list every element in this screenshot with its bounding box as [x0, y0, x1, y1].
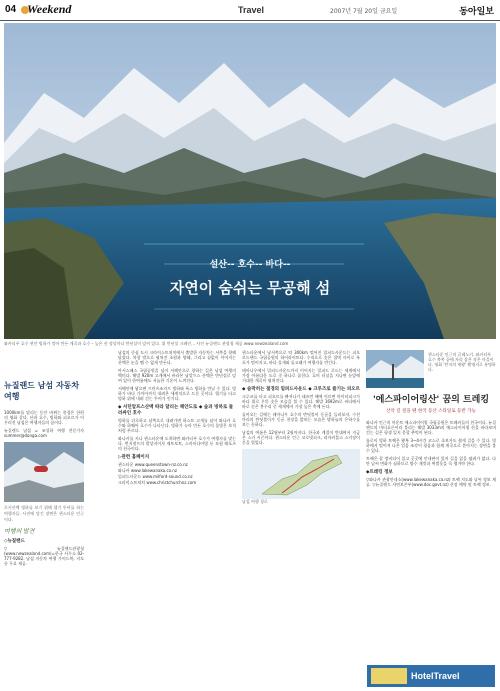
hero-photo	[4, 23, 496, 339]
related-link[interactable]: 크라이스트처치 www.christchurchnz.com	[118, 480, 197, 485]
page-number: 04	[5, 4, 17, 15]
related-link[interactable]: 퀸스타운 www.queenstown-nz.co.nz	[118, 462, 188, 467]
route-map	[242, 449, 360, 499]
column4-photo-caption: 퀸스타운 인근의 글레노키. 와카티푸 호수 북쪽 끝에 자리 잡은 작은 마을이다. 영화 '반지의 제왕' 촬영지로 유명하다.	[428, 352, 496, 372]
hero-kicker: 설산-- 호수-- 바다--	[209, 260, 291, 270]
issue-date: 2007년 7월 20일 금요일	[330, 8, 398, 15]
paragraph: 남섬의 중심 도시 크라이스트처치에서 출발한 자동차는 서쪽을 향해 달렸다. 차창 밖으로 펼쳐진 초원과 양떼, 그리고 끝없이 이어지는 산맥은 눈을 뗄 수 없게 만든다.	[118, 350, 236, 365]
section-tag: Travel	[238, 5, 265, 15]
subsection-heading: ◆ 숨막히는 절경의 밀퍼드사운드 ◆ 크루즈로 즐기는 피오르	[242, 387, 360, 392]
paragraph: 퀸스타운에서 남서쪽으로 약 300km 떨어진 밀퍼드사운드는 피오르드랜드 국립공원의 하이라이트다. 수직으로 솟은 절벽 사이로 폭포가 떨어지고, 바다 물개와 돌고래가 여행자를 반긴다.	[242, 350, 360, 365]
related-link[interactable]: 와나카 www.lakewanaka.co.nz	[118, 468, 177, 473]
info-text: ▽와나카 관광안내소(www.lakewanaka.co.nz) 트랙 지도와 날씨 정보 제공. ▽뉴질랜드 자연보존부(www.doc.govt.nz) 산장 예약 및 트랙 정보.	[366, 477, 496, 487]
paragraph: 서해안에 닿으면 프란츠조지프 빙하와 폭스 빙하를 만날 수 있다. 빙하가 바다 가까이까지 내려온 세계적으로 드문 곳이다. 헬기를 타고 빙하 위에 내려 걷는 투어가 인기다.	[118, 386, 236, 401]
article-column-3	[242, 350, 360, 686]
map-caption: 남섬 여행 경로	[242, 499, 268, 504]
paragraph: 돌아오는 길에는 테아나우 호수의 반딧불이 동굴을 들러보자. 수천 마리의 반딧불이가 동굴 천장을 밝히는 모습은 밤하늘의 은하수를 보는 듯하다.	[242, 412, 360, 427]
related-link[interactable]: 밀퍼드사운드 www.milford-sound.co.nz	[118, 474, 193, 479]
paragraph: 테아나우에서 밀퍼드사운드까지 이어지는 밀퍼드 로드는 세계에서 가장 아름다운 도로 중 하나로 꼽힌다. 호머 터널을 지나면 눈앞에 거대한 계곡이 펼쳐진다.	[242, 368, 360, 383]
feature-title: '에스파이어링산' 꿈의 트레킹	[372, 395, 490, 405]
ad-graphic	[371, 668, 407, 684]
feature-subtitle: 산악 길 걸을 땐 한국 등산 스타일로 등반 가능	[386, 409, 476, 414]
paragraph: 와나카 인근의 마운트 에스파이어링 국립공원은 트레커들의 천국이다. 뉴질랜드의 마터호른이라 불리는 해발 3033m의 에스파이어링 산을 바라보며 걷는 길은 평생 잊지 못할 추억이 된다.	[366, 420, 496, 435]
sidebar-intro: 1000km를 달리는 동안 바뀌는 풍경은 한편의 영화 같다. 산과 호수, 빙하와 피오르가 어우러진 남섬은 여행자들의 꿈이다.	[4, 410, 84, 425]
sidebar-photo-caption: 로키산맥 빙하를 보기 위해 헬기 투어를 하는 여행자들. 사진에 담긴 장면은 퀸스타운 인근이다.	[4, 505, 84, 522]
paragraph: 트랙은 잘 정비되어 있고 곳곳에 안내판이 있어 길을 잃을 염려가 없다. 다만 날씨 변화가 심하므로 방수 재킷과 여벌옷을 꼭 챙겨야 한다.	[366, 456, 496, 466]
paragraph: 아서스패스 국립공원을 넘어 서해안으로 향하는 길은 남섬 여행의 백미다. 해발 920m 고개에서 바라본 남알프스 산맥은 만년설로 덮여 있어 한여름에도 서늘한 기운이 느껴진다.	[118, 368, 236, 383]
guide-heading: ◇뉴질랜드	[4, 539, 25, 544]
guide-text: ▽뉴질랜드관광청(www.newzealand.com)=한국 사무소 02-777-9282. 남섬 자동차 여행 가이드북, 지도 등 무료 제공.	[4, 546, 84, 566]
sidebar-byline: 뉴질랜드 남섬 = 조성하 여행 전문기자 summer@donga.com	[4, 428, 84, 438]
article-column-2	[118, 350, 236, 686]
paragraph: 와나카를 지나 퀸스타운에 도착하면 와카티푸 호수가 여행자를 맞는다. 번지점프의 발상지이자 제트보트, 스카이다이빙 등 모험 레포츠의 천국이다.	[118, 436, 236, 451]
hero-headline: 자연이 숨쉬는 무공해 섬	[169, 279, 331, 297]
sidebar-column	[4, 350, 84, 686]
hero-credit: 와카티푸 호수 연안 빙하가 깎아 만든 계곡과 호수 – 높은 산 정상마다 만년설이 덮여 있다. 위 만년설 크레인... 사진 뉴질랜드 관광청 제공 www.newzealand.com	[4, 341, 289, 346]
subsection-heading: ◆ 서던알프스산맥 따라 달리는 해안도로 ◆ 숲과 빙하로 둘러싸인 호수	[118, 405, 234, 416]
ad-label: HotelTravel	[411, 671, 460, 681]
glenorchy-photo	[366, 350, 424, 388]
helicopter-photo	[4, 442, 84, 502]
sidebar-title: 뉴질랜드 남섬 자동차여행	[4, 381, 80, 401]
hotel-travel-ad[interactable]	[367, 665, 495, 687]
paragraph: 크루즈를 타고 피오르를 빠져나가 태즈먼 해에 이르면 마이터피크가 바다 위로 우뚝 솟은 모습을 볼 수 있다. 해발 1692m로 바다에서 바로 솟은 봉우리 중 세계에서 가장 높은 축에 든다.	[242, 394, 360, 409]
paragraph: 남섬의 여름은 12월부터 2월까지다. 한국과 계절이 반대여서 지금은 스키 시즌이다. 퀸스타운 인근 코로넷피크, 리마커블스 스키장이 문을 열었다.	[242, 430, 360, 445]
paragraph: 롭로이 빙하 트랙은 왕복 3~4시간 코스로 초보자도 쉽게 걸을 수 있다. 빙하에서 떨어져 나온 얼음 조각이 굉음과 함께 계곡으로 쏟아지는 장면을 볼 수 있다.	[366, 438, 496, 453]
section-name: Weekend	[27, 2, 72, 16]
series-logo: 여행의 발견	[4, 529, 35, 535]
article-column-4	[366, 392, 496, 686]
newspaper-name: 동아일보	[459, 7, 494, 17]
paragraph: 빙하를 뒤로하고 남쪽으로 내려가면 하스트 고개를 넘어 와나카 호수와 하웨아 호수가 나타난다. 빙하가 녹아 만든 호수의 물빛은 보석처럼 푸르다.	[118, 418, 236, 433]
links-heading: ▷관련 홈페이지	[118, 455, 150, 460]
info-heading: ◆트레킹 정보	[366, 470, 393, 475]
page-header	[0, 0, 500, 21]
